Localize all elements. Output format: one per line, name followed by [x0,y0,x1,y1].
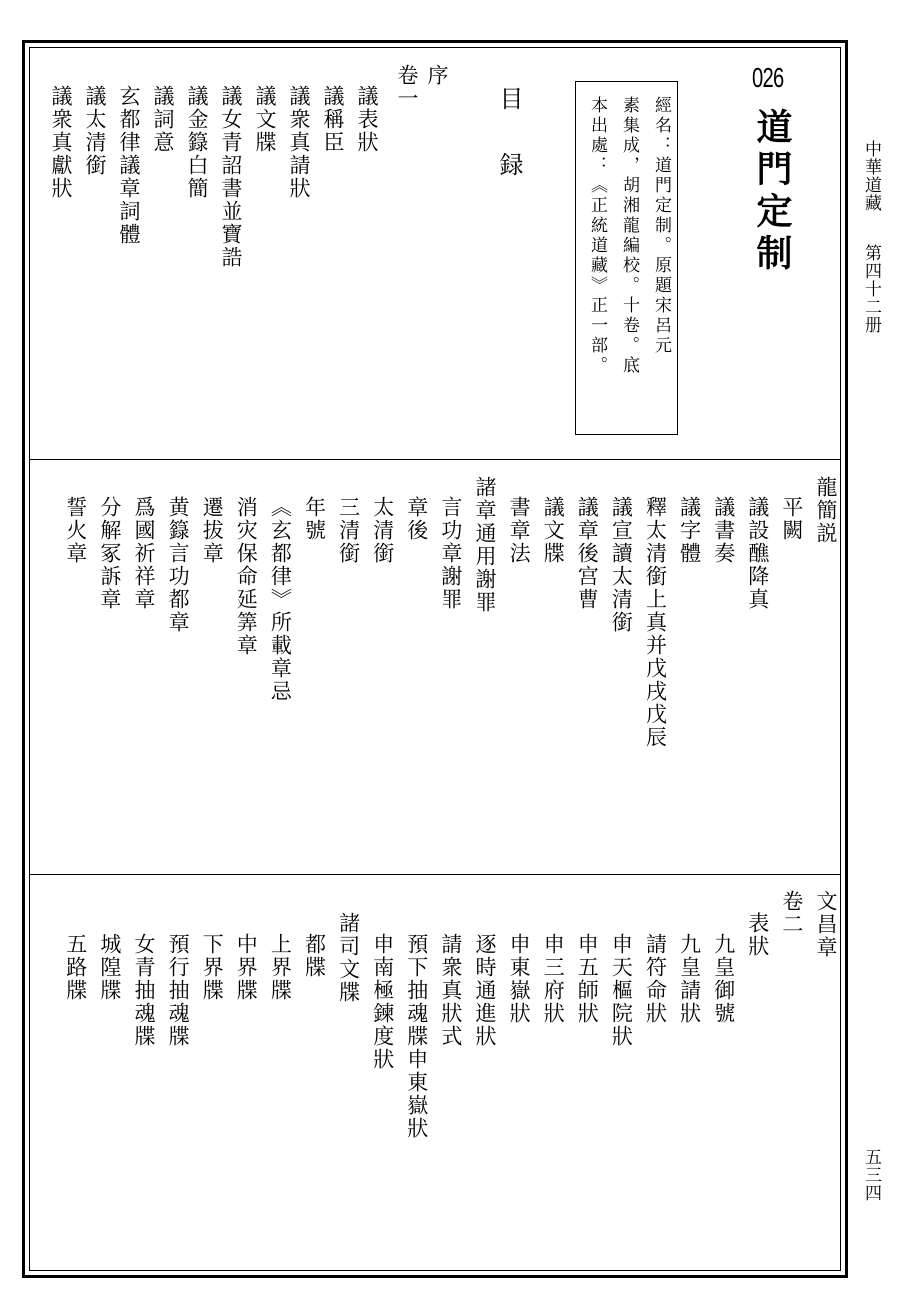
toc-entry: 申三府狀 [541,933,566,1025]
toc-entry: 三清銜 [336,496,361,565]
toc-entry: 玄都律議章詞體 [117,85,141,246]
toc-entry: 議宣讀太清銜 [609,496,634,634]
toc-entry: 申五師狀 [575,933,600,1025]
toc-entry: 五路牒 [63,933,88,1002]
toc-entry: 遷拔章 [200,496,225,565]
toc-entry: 消灾保命延筭章 [234,496,259,657]
toc-entry: 議表狀 [355,85,379,154]
info-line-3: 本出處：《正統道藏》正一部。 [587,96,607,376]
toc-entry: 申南極鍊度狀 [370,933,395,1071]
toc-entry: 逐時通進狀 [473,933,497,1048]
info-line-2: 素集成，胡湘龍編校。十卷。底 [619,96,639,376]
toc-entry: 議設醮降真 [745,496,770,611]
toc-entry: 議衆真獻狀 [49,85,73,200]
toc-entry: 議金籙白簡 [185,85,209,200]
info-line-1: 經名：道門定制。原題宋呂元 [651,96,671,356]
toc-entry: 議太清銜 [83,85,107,177]
toc-entry: 申天樞院狀 [609,933,634,1048]
toc-entry: 議章後宫曹 [575,496,600,611]
toc-entry: 議詞意 [151,85,175,154]
toc-entry: 誓火章 [63,496,88,565]
toc-heading: 目録 [495,86,523,218]
toc-entry: 書章法 [507,496,532,565]
toc-entry: 言功章謝罪 [438,496,463,611]
toc-entry: 城隍牒 [97,933,122,1002]
text-title: 道門定制 [751,108,793,276]
text-code: 026 [752,62,784,93]
toc-entry: 龍簡説 [814,476,838,545]
toc-entry: 《玄都律》所載章忌 [268,496,293,703]
toc-entry: 序 [425,64,449,87]
toc-entry: 上界牒 [268,933,293,1002]
toc-entry: 議字體 [677,496,702,565]
toc-entry: 章後 [404,496,429,542]
toc-entry: 爲國祈祥章 [132,496,156,611]
section-divider-bottom [30,874,840,875]
toc-entry: 諸章通用謝罪 [473,476,497,614]
volume-number-margin: 第四十二册 [861,244,881,334]
toc-entry: 議女青詔書並寶誥 [219,85,243,269]
toc-entry: 議文牒 [541,496,566,565]
toc-entry: 諸司文牒 [336,912,361,1004]
section-divider-top [30,459,840,460]
toc-entry: 九皇請狀 [677,933,702,1025]
toc-entry: 請符命狀 [643,933,668,1025]
toc-entry: 表狀 [745,912,770,958]
book-title-margin: 中華道藏 [861,140,881,212]
toc-entry: 女青抽魂牒 [132,933,156,1048]
toc-entry: 釋太清銜上真并戊戌戊辰 [643,496,668,749]
toc-entry: 申東嶽狀 [507,933,532,1025]
toc-entry: 分解冢訴章 [97,496,122,611]
toc-entry: 黄籙言功都章 [166,496,191,634]
toc-entry: 下界牒 [200,933,225,1002]
toc-entry: 議衆真請狀 [287,85,311,200]
toc-entry: 太清銜 [370,496,395,565]
toc-entry: 預行抽魂牒 [166,933,191,1048]
toc-entry: 議稱臣 [321,85,345,154]
page-number: 五三四 [861,1148,881,1202]
toc-entry: 議文牒 [253,85,277,154]
toc-entry: 預下抽魂牒申東嶽狀 [404,933,429,1140]
toc-entry: 中界牒 [234,933,259,1002]
toc-entry: 平闕 [779,496,804,542]
page-frame-inner [29,47,841,1271]
toc-entry: 議書奏 [711,496,736,565]
toc-entry: 都牒 [302,933,327,979]
toc-entry: 文昌章 [814,890,838,959]
toc-entry: 請衆真狀式 [438,933,463,1048]
toc-entry: 卷二 [779,890,804,936]
toc-entry: 年號 [302,496,327,542]
toc-entry: 卷一 [395,64,419,110]
toc-entry: 九皇御號 [711,933,736,1025]
